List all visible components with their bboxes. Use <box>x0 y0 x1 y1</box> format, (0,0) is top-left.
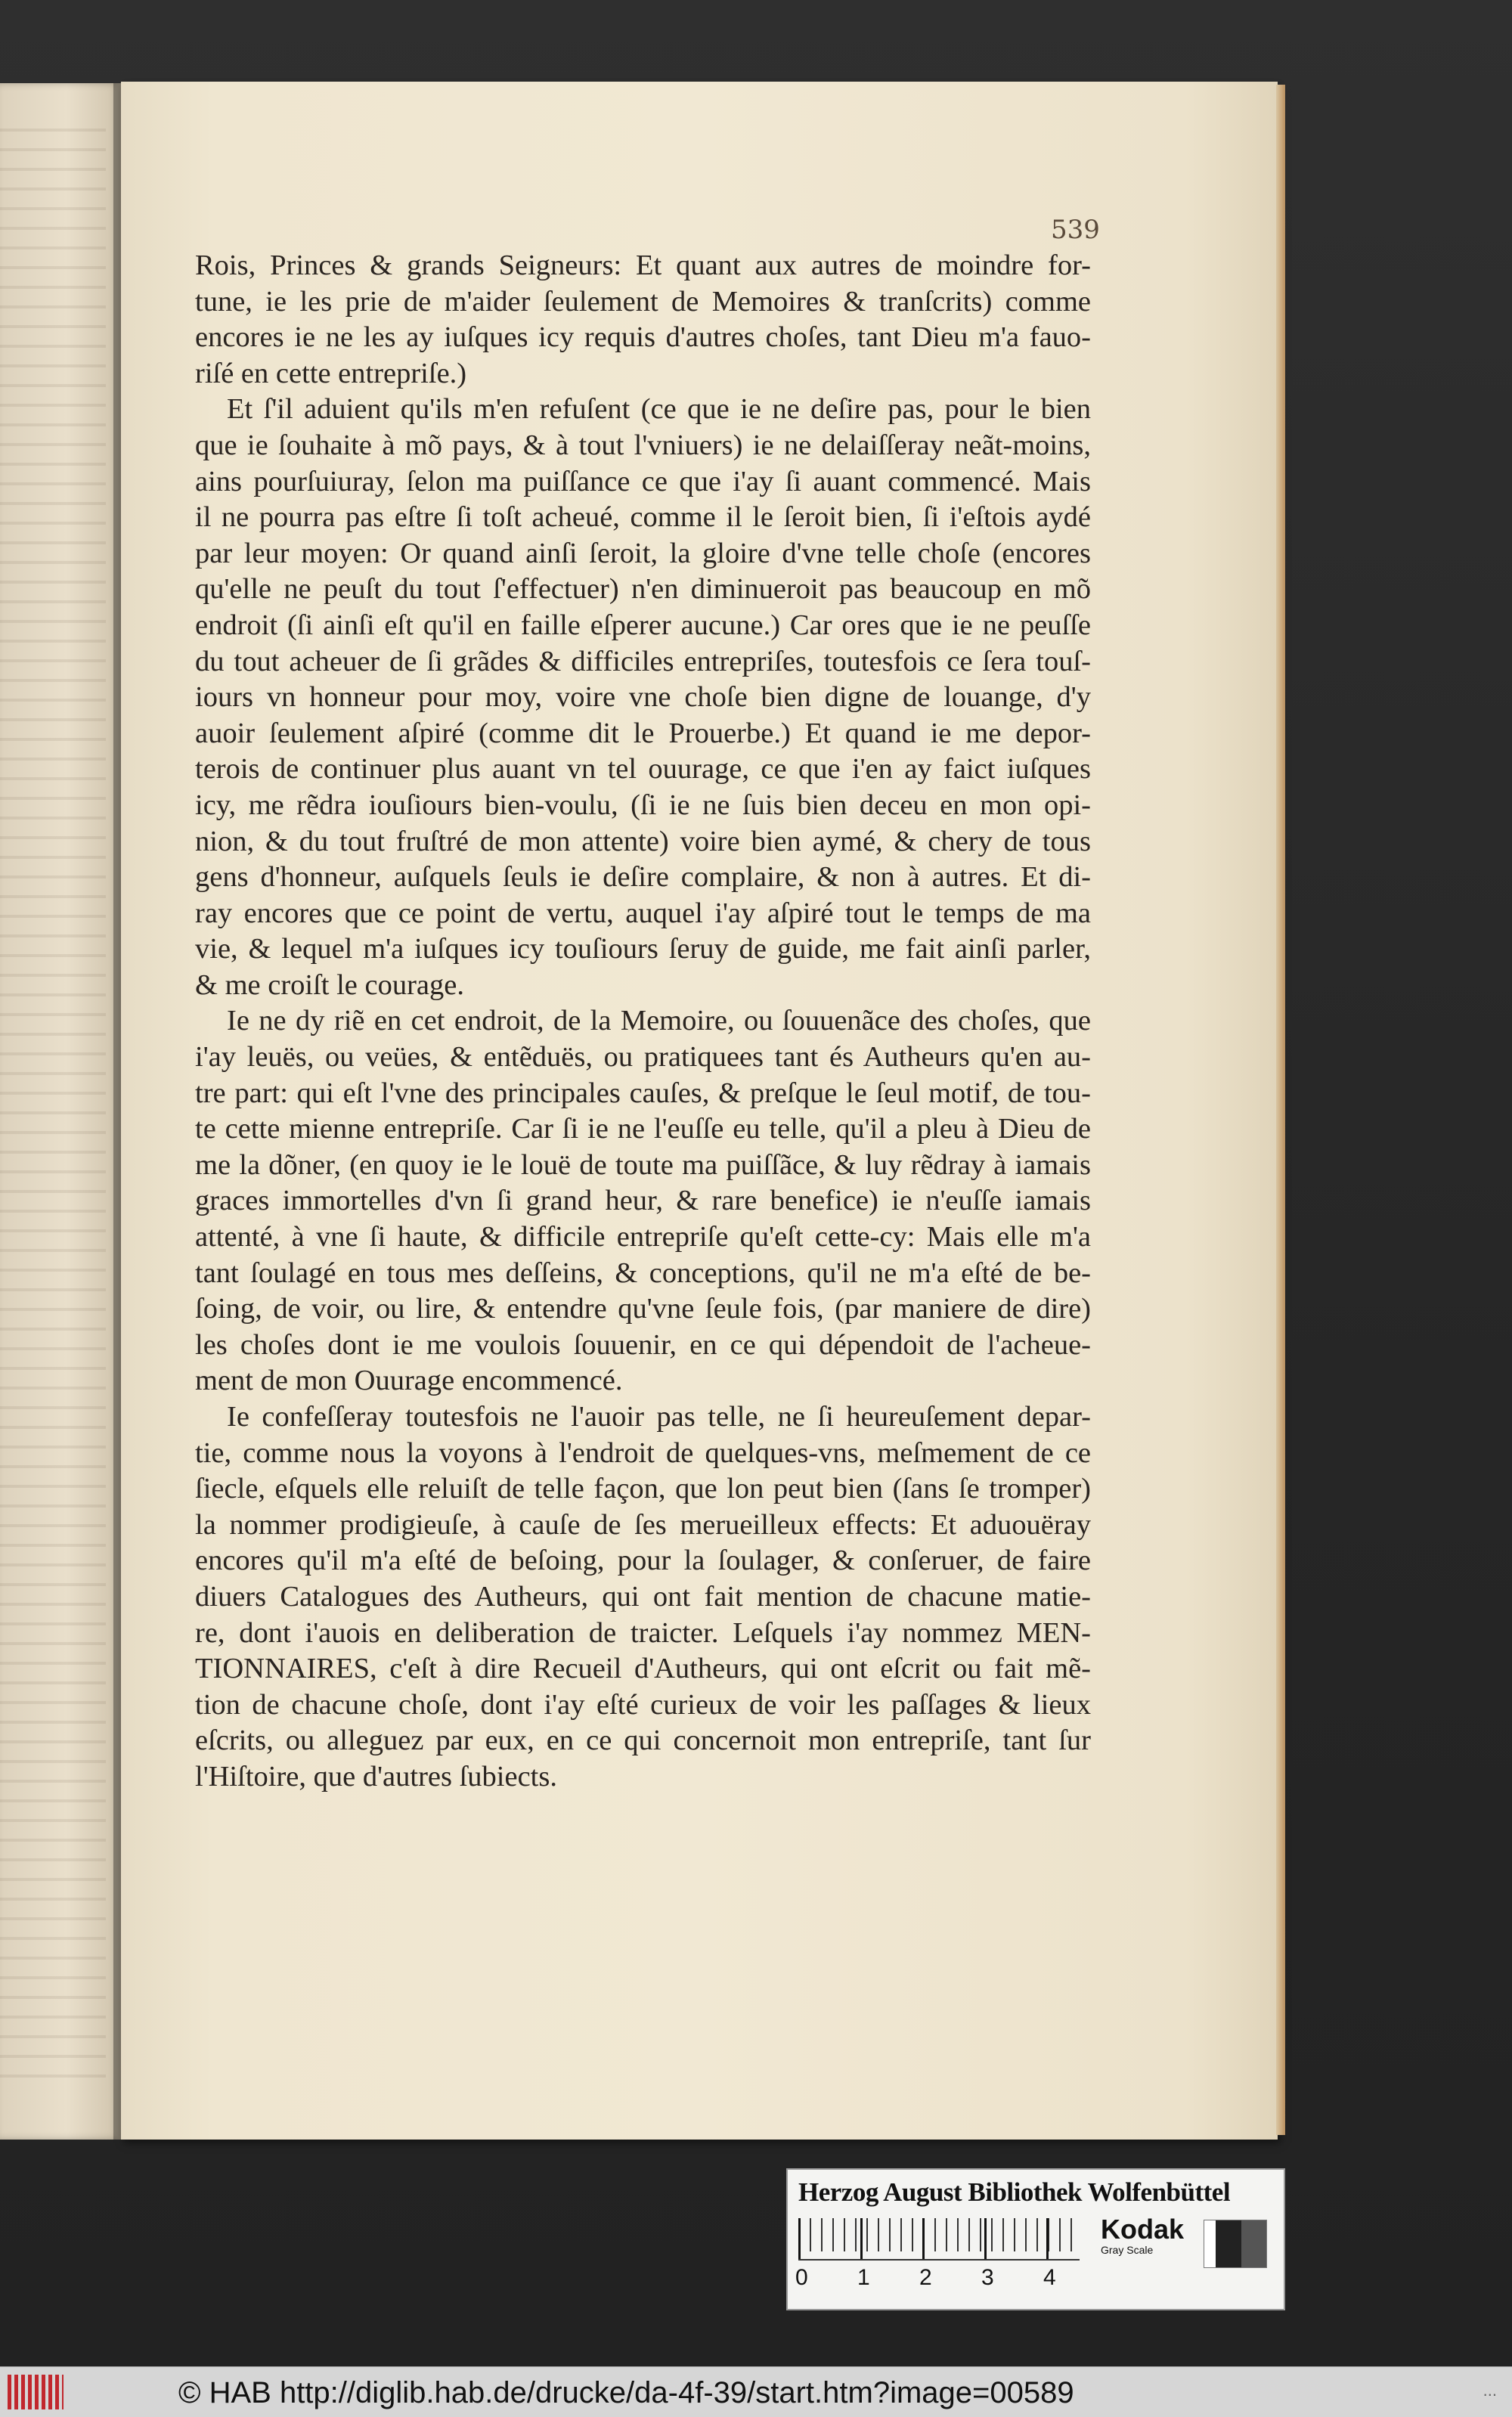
text-line: ſiecle, eſquels elle reluiſt de telle façon, que lon peut bien (ſans ſe tromper) <box>195 1473 1091 1505</box>
ruler-number: 3 <box>981 2265 994 2290</box>
text-line: tre part: qui eſt l'vne des principales cauſes, & preſque le ſeul motif, de tou- <box>195 1077 1091 1109</box>
ruler-number: 2 <box>919 2265 932 2290</box>
text-line: diuers Catalogues des Autheurs, qui ont fait mention de chacune matie- <box>195 1580 1091 1613</box>
text-line: tion de chacune choſe, dont i'ay eſté curieux de voir les paſſages & lieux <box>195 1688 1091 1721</box>
text-line: ment de mon Ouurage encommencé. <box>195 1365 623 1397</box>
color-card <box>786 2168 1285 2310</box>
page-edge <box>1276 85 1285 2135</box>
text-line: qu'elle ne peuſt du tout ſ'effectuer) n'en diminueroit pas beaucoup en mõ <box>195 573 1091 606</box>
text-line: ſoing, de voir, ou lire, & entendre qu'vne ſeule fois, (par maniere de dire) <box>195 1293 1091 1325</box>
text-line: terois de continuer plus auant vn tel ouurage, ce que i'en ay faict iuſques <box>195 753 1091 786</box>
ruler-baseline <box>798 2259 1080 2261</box>
library-name: Herzog August Bibliothek Wolfenbüttel <box>798 2177 1231 2207</box>
text-line: te cette mienne entrepriſe. Car ſi ie ne l'euſſe eu telle, qu'il a pleu à Dieu de <box>195 1113 1091 1145</box>
text-line: Ie ne dy riẽ en cet endroit, de la Memoire, ou ſouuenãce des choſes, que <box>227 1005 1091 1037</box>
text-line: graces immortelles d'vn ſi grand heur, & rare benefice) ie n'euſſe iamais <box>195 1185 1091 1217</box>
text-line: encores ie ne les ay iuſques icy requis d'autres choſes, tant Dieu m'a fauo- <box>195 321 1091 354</box>
hab-logo-icon <box>8 2375 64 2409</box>
text-line: Et ſ'il aduient qu'ils m'en refuſent (ce que ie ne deſire pas, pour le bien <box>227 393 1091 426</box>
ruler-number: 1 <box>857 2265 870 2290</box>
kodak-logo: Kodak <box>1101 2214 1185 2245</box>
text-line: me la dõner, (en quoy ie le louë de toute ma puiſſãce, & luy rẽdray à iamais <box>195 1148 1091 1181</box>
text-line: tune, ie les prie de m'aider ſeulement de Memoires & tranſcrits) comme <box>195 285 1091 318</box>
footer-bar <box>0 2366 1512 2417</box>
gray-scale-label: Gray Scale <box>1101 2244 1154 2256</box>
footer-url[interactable]: © HAB http://diglib.hab.de/drucke/da-4f-39/start.htm?image=00589 <box>178 2376 1074 2409</box>
text-line: Rois, Princes & grands Seigneurs: Et quant aux autres de moindre for- <box>195 249 1091 281</box>
text-line: que ie ſouhaite à mõ pays, & à tout l'vniuers) ie ne delaiſſeray neãt-moins, <box>195 429 1091 461</box>
text-line: tant ſoulagé en tous mes deſſeins, & conceptions, qu'il ne m'a eſté de be- <box>195 1257 1091 1289</box>
text-line: riſé en cette entrepriſe.) <box>195 357 467 389</box>
text-line: iours vn honneur pour moy, voire vne choſe bien digne de louange, d'y <box>195 681 1091 714</box>
text-line: icy, me rẽdra iouſiours bien-voulu, (ſi ie ne ſuis bien deceu en mon opi- <box>195 789 1091 821</box>
text-line: re, dont i'auois en deliberation de traicter. Leſquels i'ay nommez MEN- <box>195 1616 1091 1649</box>
text-line: encores qu'il m'a eſté de beſoing, pour la ſoulager, & conſeruer, de faire <box>195 1545 1091 1577</box>
facing-page-edge <box>0 83 121 2140</box>
text-line: attenté, à vne ſi haute, & difficile entrepriſe qu'eſt cette-cy: Mais elle m'a <box>195 1221 1091 1253</box>
ruler-major-ticks <box>798 2218 1080 2261</box>
ruler-number: 4 <box>1043 2265 1056 2290</box>
text-line: endroit (ſi ainſi eſt qu'il en faille eſperer aucune.) Car ores que ie ne peuſſe <box>195 609 1091 641</box>
page-text <box>195 248 1091 1796</box>
text-line: ains pourſuiuray, ſelon ma puiſſance ce que i'ay ſi auant commencé. Mais <box>195 465 1091 497</box>
text-line: du tout acheuer de ſi grãdes & difficiles entrepriſes, toutesfois ce ſera touſ- <box>195 645 1091 677</box>
text-line: par leur moyen: Or quand ainſi ſeroit, la gloire d'vne telle choſe (encores <box>195 537 1091 569</box>
gray-swatch <box>1204 2220 1267 2268</box>
more-dots[interactable]: ... <box>1483 2381 1497 2400</box>
text-line: & me croiſt le courage. <box>195 968 464 1001</box>
text-line: i'ay leuës, ou veües, & entẽduës, ou pratiquees tant és Autheurs qu'en au- <box>195 1041 1091 1074</box>
text-line: vie, & lequel m'a iuſques icy touſiours ſeruy de guide, me fait ainſi parler, <box>195 933 1091 965</box>
text-line: ray encores que ce point de vertu, auquel i'ay aſpiré tout le temps de ma <box>195 897 1091 929</box>
text-line: eſcrits, ou alleguez par eux, en ce qui concernoit mon entrepriſe, tant ſur <box>195 1724 1091 1757</box>
page-number: 539 <box>1051 215 1100 245</box>
ruler-numbers <box>795 2265 1098 2295</box>
text-line: la nommer prodigieuſe, à cauſe de ſes merueilleux effects: Et aduouëray <box>195 1508 1091 1541</box>
ruler-number: 0 <box>795 2265 808 2290</box>
text-line: l'Hiſtoire, que d'autres ſubiects. <box>195 1760 557 1793</box>
text-line: les choſes dont ie me voulois ſouuenir, en ce qui dépendoit de l'acheue- <box>195 1328 1091 1361</box>
text-line: il ne pourra pas eſtre ſi toſt acheué, comme il le ſeroit bien, ſi i'eſtois aydé <box>195 501 1091 534</box>
text-line: TIONNAIRES, c'eſt à dire Recueil d'Autheurs, qui ont eſcrit ou fait mẽ- <box>195 1653 1091 1685</box>
text-line: nion, & du tout fruſtré de mon attente) voire bien aymé, & chery de tous <box>195 825 1091 857</box>
text-line: auoir ſeulement aſpiré (comme dit le Prouerbe.) Et quand ie me depor- <box>195 717 1091 749</box>
text-line: tie, comme nous la voyons à l'endroit de quelques-vns, meſmement de ce <box>195 1436 1091 1469</box>
text-line: gens d'honneur, auſquels ſeuls ie deſire complaire, & non à autres. Et di- <box>195 861 1091 894</box>
text-line: Ie confeſſeray toutesfois ne l'auoir pas telle, ne ſi heureuſement depar- <box>227 1401 1091 1433</box>
